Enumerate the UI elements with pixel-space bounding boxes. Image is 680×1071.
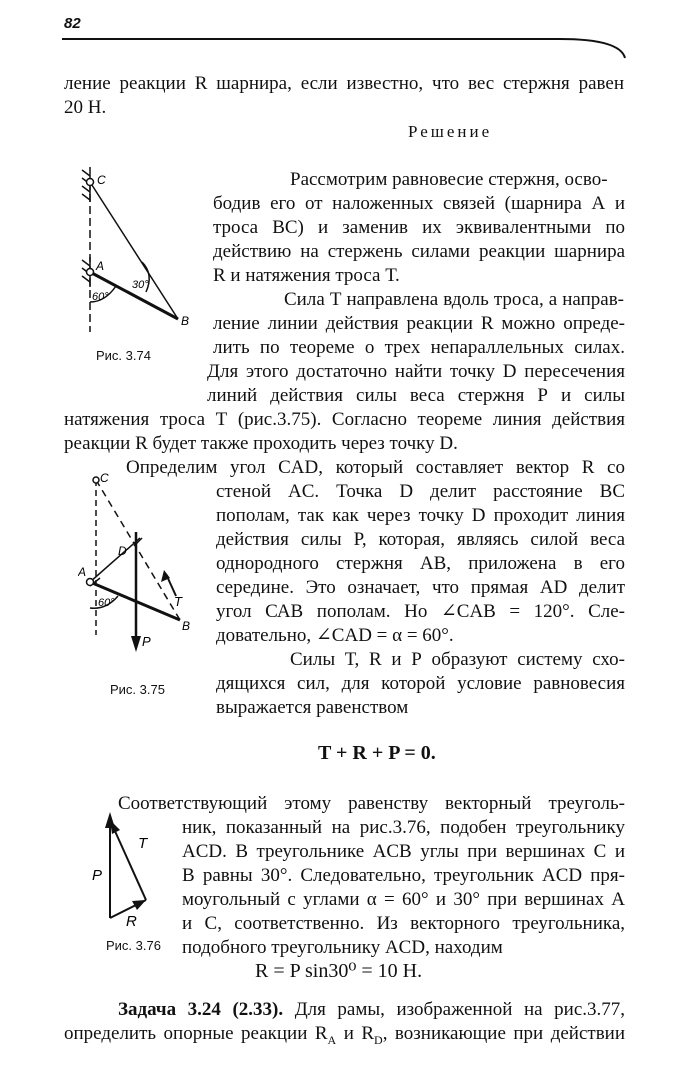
fig74-angle-30: 30° <box>132 279 149 291</box>
para2-line-1: Сила Т направлена вдоль троса, а направ- <box>284 289 624 310</box>
figure-3-75 <box>78 470 213 670</box>
para5-line-5: моугольный с углами α = 60° и 30° при вершинах А <box>182 889 625 910</box>
fig75-label-t: T <box>174 594 182 609</box>
fig74-angle-60: 60° <box>92 291 109 303</box>
fig76-label-p: P <box>92 867 103 884</box>
para2-line-5: линий действия силы веса стержня Р и силы <box>207 385 625 406</box>
para1-line-4: действию на стержень силами реакции шарнира <box>213 241 625 262</box>
para2-line-7: реакции R будет также проходить через точку D. <box>64 433 458 454</box>
para1-line-5: R и натяжения троса Т. <box>213 265 400 286</box>
para1-line-1: Рассмотрим равновесие стержня, осво- <box>290 169 608 190</box>
para4-line-3: выражается равенством <box>216 697 409 718</box>
equation-equilibrium: T + R + P = 0. <box>318 742 436 764</box>
fig75-label-a: A <box>78 565 87 579</box>
fig75-label-c: C <box>100 471 109 485</box>
caption-fig-3-74: Рис. 3.74 <box>96 348 151 363</box>
para1-line-3: троса ВС) и заменив их эквивалентными по <box>213 217 625 238</box>
fig74-label-a: A <box>96 259 105 273</box>
fig74-label-c: C <box>97 173 106 187</box>
para5-line-2: ник, показанный на рис.3.76, подобен треугольнику <box>182 817 625 838</box>
para3-line-5: однородного стержня АВ, приложена в его <box>216 553 625 574</box>
para5-line-3: ACD. В треугольнике ACB углы при вершинах С и <box>182 841 625 862</box>
para5-line-7: подобного треугольнику ACD, находим <box>182 937 503 958</box>
para5-line-4: В равны 30°. Следовательно, треугольник ACD пря- <box>182 865 625 886</box>
para1-line-2: бодив его от наложенных связей (шарнира А и <box>213 193 625 214</box>
caption-fig-3-75: Рис. 3.75 <box>110 682 165 697</box>
para2-line-2: ление линии действия реакции R можно опреде- <box>213 313 625 334</box>
figure-3-74 <box>60 162 210 352</box>
para3-line-2: стеной AC. Точка D делит расстояние ВС <box>216 481 625 502</box>
para4-line-1: Силы Т, R и Р образуют систему схо- <box>290 649 625 670</box>
para3-line-7: угол САВ пополам. Но ∠CAB = 120°. Сле- <box>216 601 625 622</box>
para5-line-6: и С, соответственно. Из векторного треугольника, <box>182 913 625 934</box>
fig75-label-p: P <box>142 634 151 649</box>
para2-line-6: натяжения троса Т (рис.3.75). Согласно теореме линия действия <box>64 409 625 430</box>
figure-3-76 <box>88 800 178 940</box>
para3-line-8: довательно, ∠CAD = α = 60°. <box>216 625 454 646</box>
solution-heading: Решение <box>408 122 493 141</box>
para3-line-3: пополам, так как через точку D проходит линия <box>216 505 625 526</box>
fig75-label-b: B <box>182 619 191 633</box>
para3-line-4: действия силы Р, которая, являясь силой веса <box>216 529 625 550</box>
equation-result: R = P sin30⁰ = 10 Н. <box>255 960 423 982</box>
fig75-label-d: D <box>118 544 127 558</box>
problem-line-1-text: Для рамы, изображенной на рис.3.77, <box>294 999 626 1020</box>
fig75-angle-60: 60° <box>98 597 115 609</box>
para2-line-4: Для этого достаточно найти точку D пересечения <box>207 361 625 382</box>
fig76-label-r: R <box>126 913 137 930</box>
page-number: 82 <box>64 15 81 32</box>
para4-line-2: дящихся сил, для которой условие равновесия <box>216 673 625 694</box>
para3-line-6: середине. Это означает, что прямая AD делит <box>216 577 625 598</box>
para5-line-1: Соответствующий этому равенству векторный треуголь- <box>118 793 625 814</box>
problem-title: Задача 3.24 (2.33). <box>118 999 284 1020</box>
fig76-label-t: T <box>138 835 148 852</box>
caption-fig-3-76: Рис. 3.76 <box>106 938 161 953</box>
para2-line-3: лить по теореме о трех непараллельных силах. <box>213 337 625 358</box>
problem-line-1 <box>118 998 625 1021</box>
header-rule <box>60 30 630 65</box>
top-line-1: ление реакции R шарнира, если известно, что вес стержня равен <box>64 73 624 94</box>
para3-line-1: Определим угол CAD, который составляет вектор R со <box>126 457 625 478</box>
top-line-2: 20 Н. <box>64 97 107 118</box>
problem-line-2: определить опорные реакции $R_A$ и $R_D$, возникающие при действии <box>64 1023 626 1047</box>
fig74-label-b: B <box>181 314 190 328</box>
